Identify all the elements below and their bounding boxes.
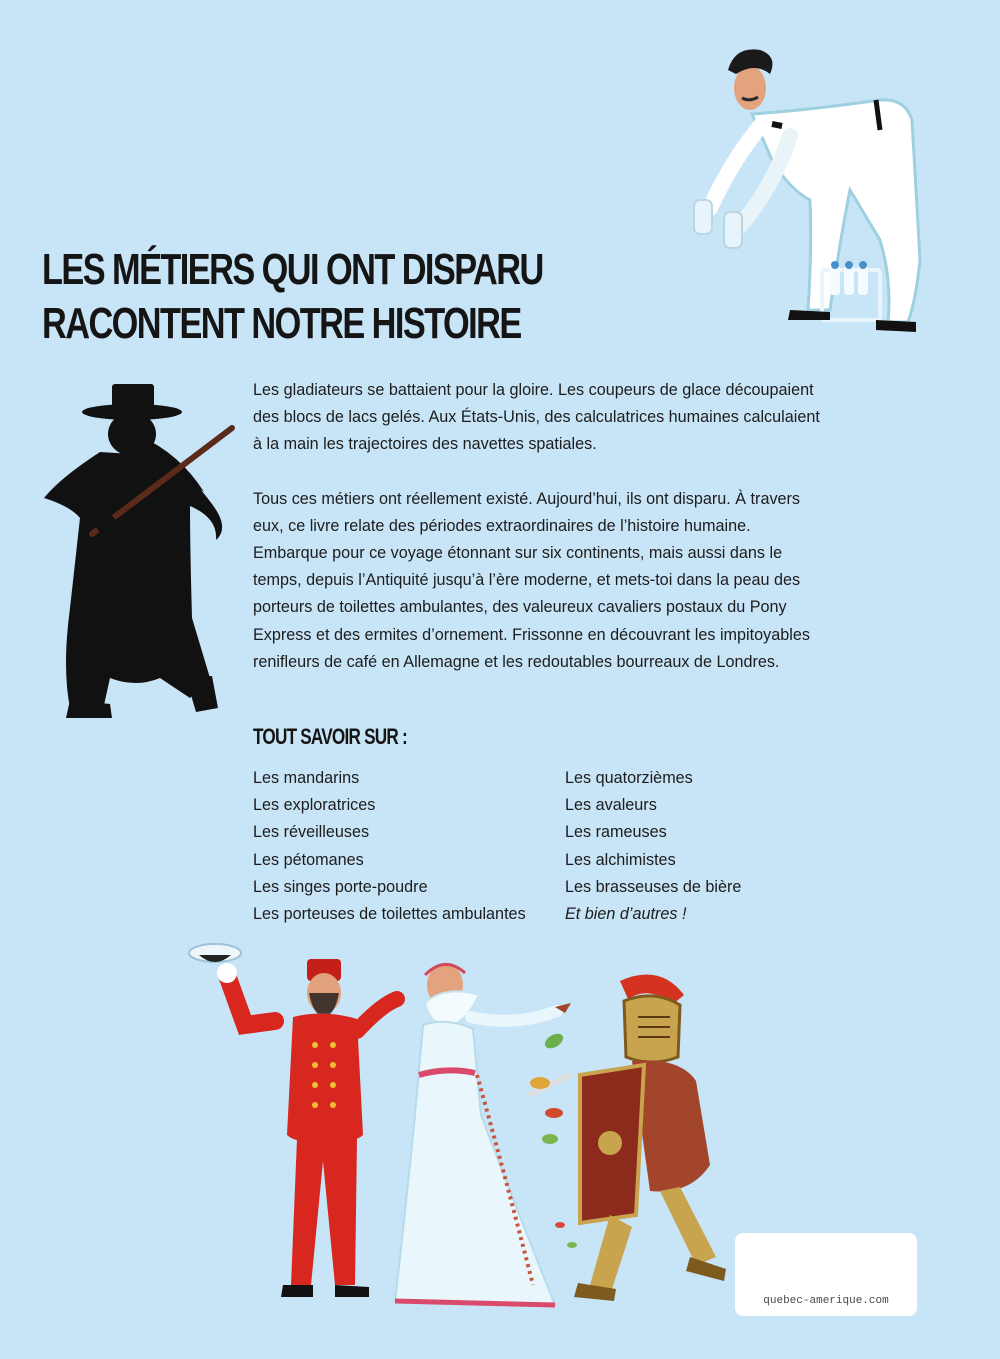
list-item: Les rameuses bbox=[565, 823, 667, 842]
list-item: Les avaleurs bbox=[565, 796, 657, 815]
list-item: Les alchimistes bbox=[565, 850, 676, 869]
list-item: Les exploratrices bbox=[253, 796, 376, 815]
list-item: Les mandarins bbox=[253, 769, 360, 787]
list-item: Les singes porte-poudre bbox=[253, 877, 428, 896]
bellhop-illustration bbox=[185, 935, 395, 1310]
intro-paragraph-1: Les gladiateurs se battaient pour la gloire. Les coupeurs de glace découpaient des blocs de lacs gelés. Aux États-Unis, des calculatrices humaines calculaient à la main les trajectoires des navettes spatiales. bbox=[253, 381, 820, 454]
subheading: TOUT SAVOIR SUR : bbox=[253, 724, 407, 749]
milkman-illustration bbox=[680, 40, 930, 340]
website-label: quebec-amerique.com bbox=[763, 1295, 889, 1307]
barcode-area bbox=[735, 1233, 917, 1316]
list-item: Les réveilleuses bbox=[253, 823, 370, 842]
title-line-1: LES MÉTIERS QUI ONT DISPARU bbox=[42, 245, 543, 294]
page-title bbox=[42, 243, 543, 351]
list-item-more: Et bien d’autres ! bbox=[565, 905, 687, 924]
title-line-2: RACONTENT NOTRE HISTOIRE bbox=[42, 299, 521, 348]
gladiator-illustration bbox=[520, 965, 750, 1310]
list-item: Les quatorzièmes bbox=[565, 769, 693, 787]
list-item: Les pétomanes bbox=[253, 850, 364, 869]
intro-text bbox=[253, 377, 823, 676]
topics-list-left bbox=[253, 765, 526, 928]
plague-doctor-illustration bbox=[40, 378, 240, 723]
list-item: Les brasseuses de bière bbox=[565, 877, 742, 896]
intro-paragraph-2: Tous ces métiers ont réellement existé. Aujourd’hui, ils ont disparu. À travers eux, ce livre relate des périodes extraordinaires de l’histoire humaine. Embarque pour ce voyage étonnant sur six continents, mais aussi dans le temps, depuis l’Antiquité jusqu’à l’ère moderne, et mets-toi dans la peau des porteurs de toilettes ambulantes, des valeureux cavaliers postaux du Pony Express et des ermites d’ornement. Frissonne en découvrant les impitoyables renifleurs de café en Allemagne et les redoutables bourreaux de Londres. bbox=[253, 489, 810, 671]
list-item: Les porteuses de toilettes ambulantes bbox=[253, 905, 526, 924]
topics-list-right bbox=[565, 765, 741, 928]
